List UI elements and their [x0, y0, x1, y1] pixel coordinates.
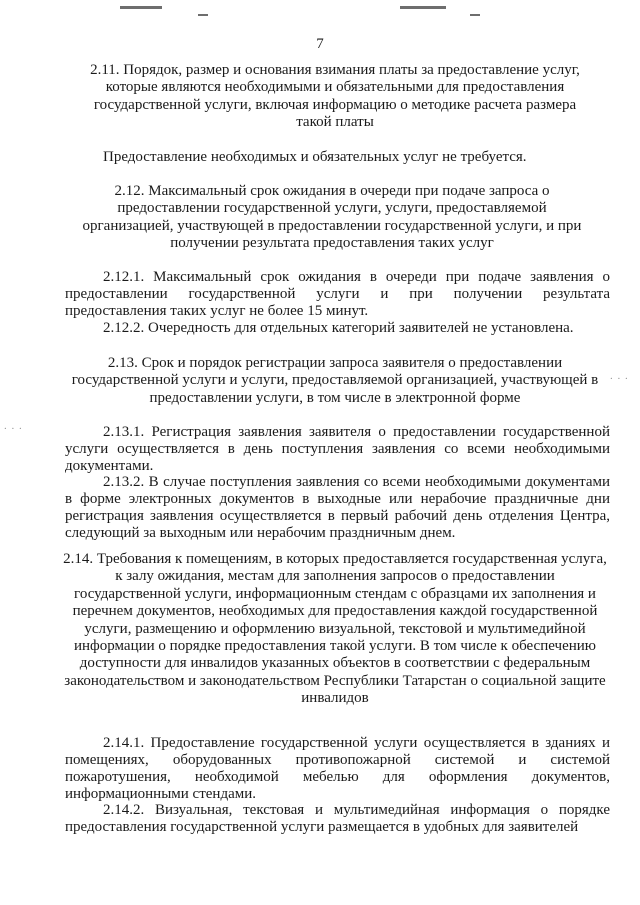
paragraph-text: 2.14.2. Визуальная, текстовая и мультимедийная информация о порядке предоставления государственной услуги размещается в удобных для заявителей [65, 802, 610, 835]
section-2-12-2-paragraph [65, 320, 610, 337]
scan-mark-right [400, 6, 446, 9]
paragraph-text: 2.12.1. Максимальный срок ожидания в очереди при подаче заявления о предоставлении государственной услуги и при получении результата предоставления таких услуг не более 15 минут. [65, 269, 610, 319]
section-2-12-1-paragraph [65, 269, 610, 320]
section-2-13-2-paragraph [65, 474, 610, 542]
section-2-14-1-paragraph [65, 735, 610, 803]
paragraph-text: 2.13.2. В случае поступления заявления со всеми необходимыми документами в форме электронных документов в выходные или нерабочие праздничные дни регистрация заявления осуществляется в первый рабочий день отделения Центра, следующий за выходным или нерабочим праздничным днем. [65, 474, 610, 541]
section-heading-2-13: 2.13. Срок и порядок регистрации запроса заявителя о предоставлении государственной услуги и услуги, предоставляемой организацией, участвующей в предоставлении услуги, в том числе в электронной форме [71, 355, 599, 406]
scan-mark-left-small [198, 14, 208, 16]
section-2-11-paragraph: Предоставление необходимых и обязательных услуг не требуется. [103, 149, 527, 165]
section-heading-2-12: 2.12. Максимальный срок ожидания в очереди при подаче запроса о предоставлении государственной услуги, услуги, предоставляемой организацией, участвующей в предоставлении государственной услуги, и при получении результата предоставления таких услуг [82, 183, 582, 252]
section-heading-2-14: 2.14. Требования к помещениям, в которых предоставляется государственная услуга, к залу ожидания, местам для заполнения запросов о предоставлении государственной услуги, информационным стендам с образцами их заполнения и перечнем документов, необходимых для предоставления каждой государственной услуги, размещению и оформлению визуальной, текстовой и мультимедийной информации о порядке предоставления такой услуги. В том числе к обеспечению доступности для инвалидов указанных объектов в соответствии с федеральным законодательством и законодательством Республики Татарстан о социальной защите инвалидов [63, 551, 607, 707]
scan-noise-right: . . . [610, 370, 629, 382]
section-heading-2-11: 2.11. Порядок, размер и основания взимания платы за предоставление услуг, которые являются необходимыми и обязательными для предоставления государственной услуги, включая информацию о методике расчета размера такой платы [90, 62, 580, 131]
scan-noise-left: . . . [4, 420, 23, 432]
section-2-13-1-paragraph [65, 424, 610, 475]
page-number: 7 [316, 36, 324, 52]
paragraph-text: 2.12.2. Очередность для отдельных категорий заявителей не установлена. [103, 320, 574, 336]
scan-mark-right-small [470, 14, 480, 16]
paragraph-text: 2.14.1. Предоставление государственной услуги осуществляется в зданиях и помещениях, оборудованных противопожарной системой и системой пожаротушения, необходимой мебелью для оформления документов, информационными стендами. [65, 735, 610, 802]
paragraph-text: 2.13.1. Регистрация заявления заявителя о предоставлении государственной услуги осуществляется в день поступления заявления со всеми необходимыми документами. [65, 424, 610, 474]
scan-mark-left [120, 6, 162, 9]
section-2-14-2-paragraph [65, 802, 610, 836]
